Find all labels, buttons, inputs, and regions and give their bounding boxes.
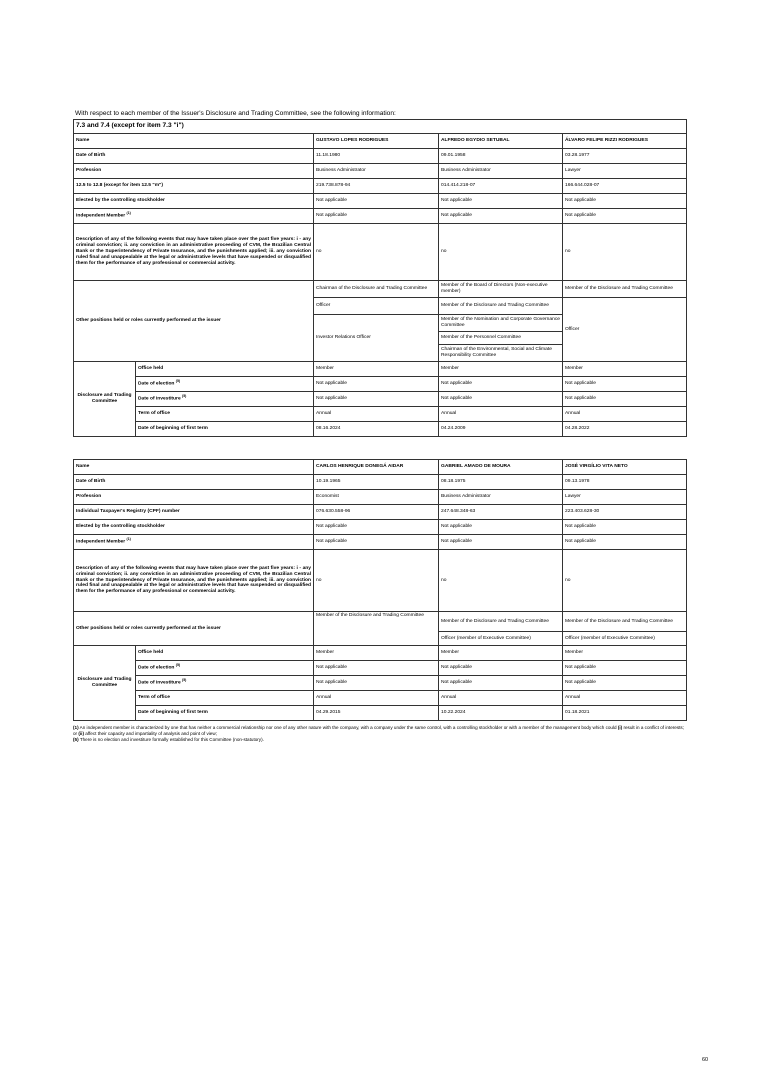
events-label: Description of any of the following events that may have taken place over the past five years: i - any criminal conviction; ii. any conviction in an administrative proceeding of CVM, the Brazilian Central Bank or the Superintendency of Private Insurance, and the punishments applied; iii. any conviction ruled final and unappealable at the legal or administrative levels that have suspended or disqualified them for the performance of any professional or commercial activity.: [74, 550, 314, 612]
events-value: no: [563, 550, 687, 612]
id-label: Individual Taxpayer's Registry (CPF) number: [74, 505, 314, 520]
investiture-value: Not applicable: [314, 392, 439, 407]
events-label: Description of any of the following events that may have taken place over the past five years: i - any criminal conviction; ii. any conviction in an administrative proceeding of CVM, the Brazilian Central Bank or the Superintendency of Private Insurance, and the punishments applied; iii. any conviction ruled final and unappealable at the legal or administrative levels that have suspended or disqualified them for the performance of any professional or commercial activity.: [74, 224, 314, 281]
name-label: Name: [74, 460, 314, 475]
position-value: Member of the Personnel Committee: [439, 332, 563, 345]
profession-value: Business Administrator: [314, 164, 439, 179]
office-value: Member: [439, 362, 563, 377]
office-value: Member: [314, 646, 439, 661]
elected-value: Not applicable: [439, 520, 563, 535]
independent-value: Not applicable: [563, 535, 687, 550]
footnote-ref: (5): [175, 662, 181, 667]
name-label: Name: [74, 134, 314, 149]
election-value: Not applicable: [563, 377, 687, 392]
dob-label: Date of Birth: [74, 149, 314, 164]
election-value: Not applicable: [439, 377, 563, 392]
id-value: 223.403.628-30: [563, 505, 687, 520]
election-value: Not applicable: [314, 661, 439, 676]
member-name: CARLOS HENRIQUE DONEGÁ AIDAR: [314, 460, 439, 475]
investiture-value: Not applicable: [563, 676, 687, 691]
committee-label: Disclosure and Trading Committee: [74, 362, 136, 437]
term-value: Annual: [439, 407, 563, 422]
id-value: 166.644.028-07: [563, 179, 687, 194]
profession-value: Business Administrator: [439, 164, 563, 179]
election-label: Date of election $^{(5)}$: [136, 377, 314, 392]
position-value: Member of the Disclosure and Trading Committee: [314, 612, 439, 646]
dob-value: 08.18.1975: [439, 475, 563, 490]
member-name: ÁLVARO FELIPE RIZZI RODRIGUES: [563, 134, 687, 149]
position-value: Chairman of the Disclosure and Trading Committee: [314, 281, 439, 298]
elected-value: Not applicable: [563, 520, 687, 535]
footnote-1: (1) An independent member is characterized by one that has neither a commercial relationship nor one of any other nature with the company, with a company under the same control, with a controlling stockholder or with a member of the management body which could (i) result in a conflict of interests; or (ii) affect their capacity and impartiality of analysis and point of view;: [73, 725, 684, 736]
id-label: 12.5 to 12.8 (except for item 12.5 "m"): [74, 179, 314, 194]
profession-value: Lawyer: [563, 164, 687, 179]
elected-value: Not applicable: [314, 194, 439, 209]
profession-label: Profession: [74, 164, 314, 179]
election-label: Date of election $^{(5)}$: [136, 661, 314, 676]
member-name: ALFREDO EGYDIO SETUBAL: [439, 134, 563, 149]
position-value: Member of the Board of Directors (Non-executive member): [439, 281, 563, 298]
independent-label: Independent Member $^{(1)}$: [74, 535, 314, 550]
investiture-value: Not applicable: [439, 392, 563, 407]
dob-value: 09.01.1958: [439, 149, 563, 164]
member-name: JOSÉ VIRGÍLIO VITA NETO: [563, 460, 687, 475]
dob-value: 10.19.1965: [314, 475, 439, 490]
first-term-value: 04.28.2022: [563, 422, 687, 437]
profession-value: Business Administrator: [439, 490, 563, 505]
election-value: Not applicable: [563, 661, 687, 676]
term-value: Annual: [563, 691, 687, 706]
position-value: Member of the Disclosure and Trading Committee: [439, 298, 563, 315]
footnote-ref: (5): [182, 393, 187, 398]
events-value: no: [563, 224, 687, 281]
position-value: Member of the Nomination and Corporate Governance Committee: [439, 315, 563, 332]
first-term-value: 08.16.2024: [314, 422, 439, 437]
events-value: no: [314, 550, 439, 612]
term-value: Annual: [563, 407, 687, 422]
member-name: GABRIEL AMADO DE MOURA: [439, 460, 563, 475]
elected-value: Not applicable: [314, 520, 439, 535]
committee-table-2: [73, 459, 687, 721]
first-term-value: 10.22.2024: [439, 706, 563, 721]
office-value: Member: [314, 362, 439, 377]
elected-value: Not applicable: [563, 194, 687, 209]
elected-label: Elected by the controlling stockholder: [74, 520, 314, 535]
events-value: no: [314, 224, 439, 281]
independent-value: Not applicable: [439, 209, 563, 224]
term-label: Term of office: [136, 691, 314, 706]
independent-value: Not applicable: [314, 535, 439, 550]
profession-value: Lawyer: [563, 490, 687, 505]
positions-label: Other positions held or roles currently performed at the issuer: [74, 612, 314, 646]
events-value: no: [439, 550, 563, 612]
investiture-label: Date of investiture $^{(5)}$: [136, 392, 314, 407]
footnote-ref: (5): [182, 677, 187, 682]
footnote-ref: (1): [126, 210, 131, 215]
office-value: Member: [439, 646, 563, 661]
position-value: Officer (member of Executive Committee): [439, 632, 563, 646]
dob-label: Date of Birth: [74, 475, 314, 490]
position-value: Member of the Disclosure and Trading Committee: [439, 612, 563, 632]
dob-value: 09.13.1978: [563, 475, 687, 490]
first-term-value: 04.24.2009: [439, 422, 563, 437]
footnotes: [73, 725, 689, 743]
first-term-label: Date of beginning of first term: [136, 422, 314, 437]
independent-label: Independent Member $^{(1)}$: [74, 209, 314, 224]
term-value: Annual: [439, 691, 563, 706]
position-value: Member of the Disclosure and Trading Committee: [563, 612, 687, 632]
id-value: 014.414.218-07: [439, 179, 563, 194]
office-value: Member: [563, 362, 687, 377]
id-value: 247.648.348-63: [439, 505, 563, 520]
committee-table-1: [73, 119, 687, 437]
independent-value: Not applicable: [439, 535, 563, 550]
term-label: Term of office: [136, 407, 314, 422]
id-value: 219.738.878-94: [314, 179, 439, 194]
profession-label: Profession: [74, 490, 314, 505]
investiture-value: Not applicable: [314, 676, 439, 691]
events-value: no: [439, 224, 563, 281]
intro-text: With respect to each member of the Issuer's Disclosure and Trading Committee, see the following information:: [75, 110, 396, 117]
committee-label: Disclosure and Trading Committee: [74, 646, 136, 721]
office-value: Member: [563, 646, 687, 661]
section-title: 7.3 and 7.4 (except for item 7.3 "i"): [74, 120, 687, 134]
first-term-value: 01.18.2021: [563, 706, 687, 721]
investiture-value: Not applicable: [563, 392, 687, 407]
first-term-label: Date of beginning of first term: [136, 706, 314, 721]
position-value: Officer: [563, 298, 687, 362]
elected-value: Not applicable: [439, 194, 563, 209]
member-name: GUSTAVO LOPES RODRIGUES: [314, 134, 439, 149]
dob-value: 03.28.1977: [563, 149, 687, 164]
positions-label: Other positions held or roles currently performed at the issuer: [74, 281, 314, 362]
term-value: Annual: [314, 691, 439, 706]
position-value: Officer (member of Executive Committee): [563, 632, 687, 646]
footnote-ref: (5): [175, 378, 181, 383]
term-value: Annual: [314, 407, 439, 422]
id-value: 076.630.558-96: [314, 505, 439, 520]
position-value: Chairman of the Environmental, Social and Climate Responsibility Committee: [439, 345, 563, 362]
investiture-label: Date of investiture $^{(5)}$: [136, 676, 314, 691]
election-value: Not applicable: [314, 377, 439, 392]
elected-label: Elected by the controlling stockholder: [74, 194, 314, 209]
office-label: Office held: [136, 646, 314, 661]
independent-value: Not applicable: [563, 209, 687, 224]
footnote-5: (5) There is no election and investiture formally established for this Committee (non-statutory).: [73, 736, 264, 742]
position-value: Officer: [314, 298, 439, 315]
footnote-ref: (1): [126, 536, 131, 541]
page-number: 60: [702, 1057, 709, 1063]
election-value: Not applicable: [439, 661, 563, 676]
independent-value: Not applicable: [314, 209, 439, 224]
dob-value: 11.18.1980: [314, 149, 439, 164]
investiture-value: Not applicable: [439, 676, 563, 691]
position-value: Investor Relations Officer: [314, 315, 439, 362]
first-term-value: 04.29.2015: [314, 706, 439, 721]
position-value: Member of the Disclosure and Trading Committee: [563, 281, 687, 298]
office-label: Office held: [136, 362, 314, 377]
profession-value: Economist: [314, 490, 439, 505]
